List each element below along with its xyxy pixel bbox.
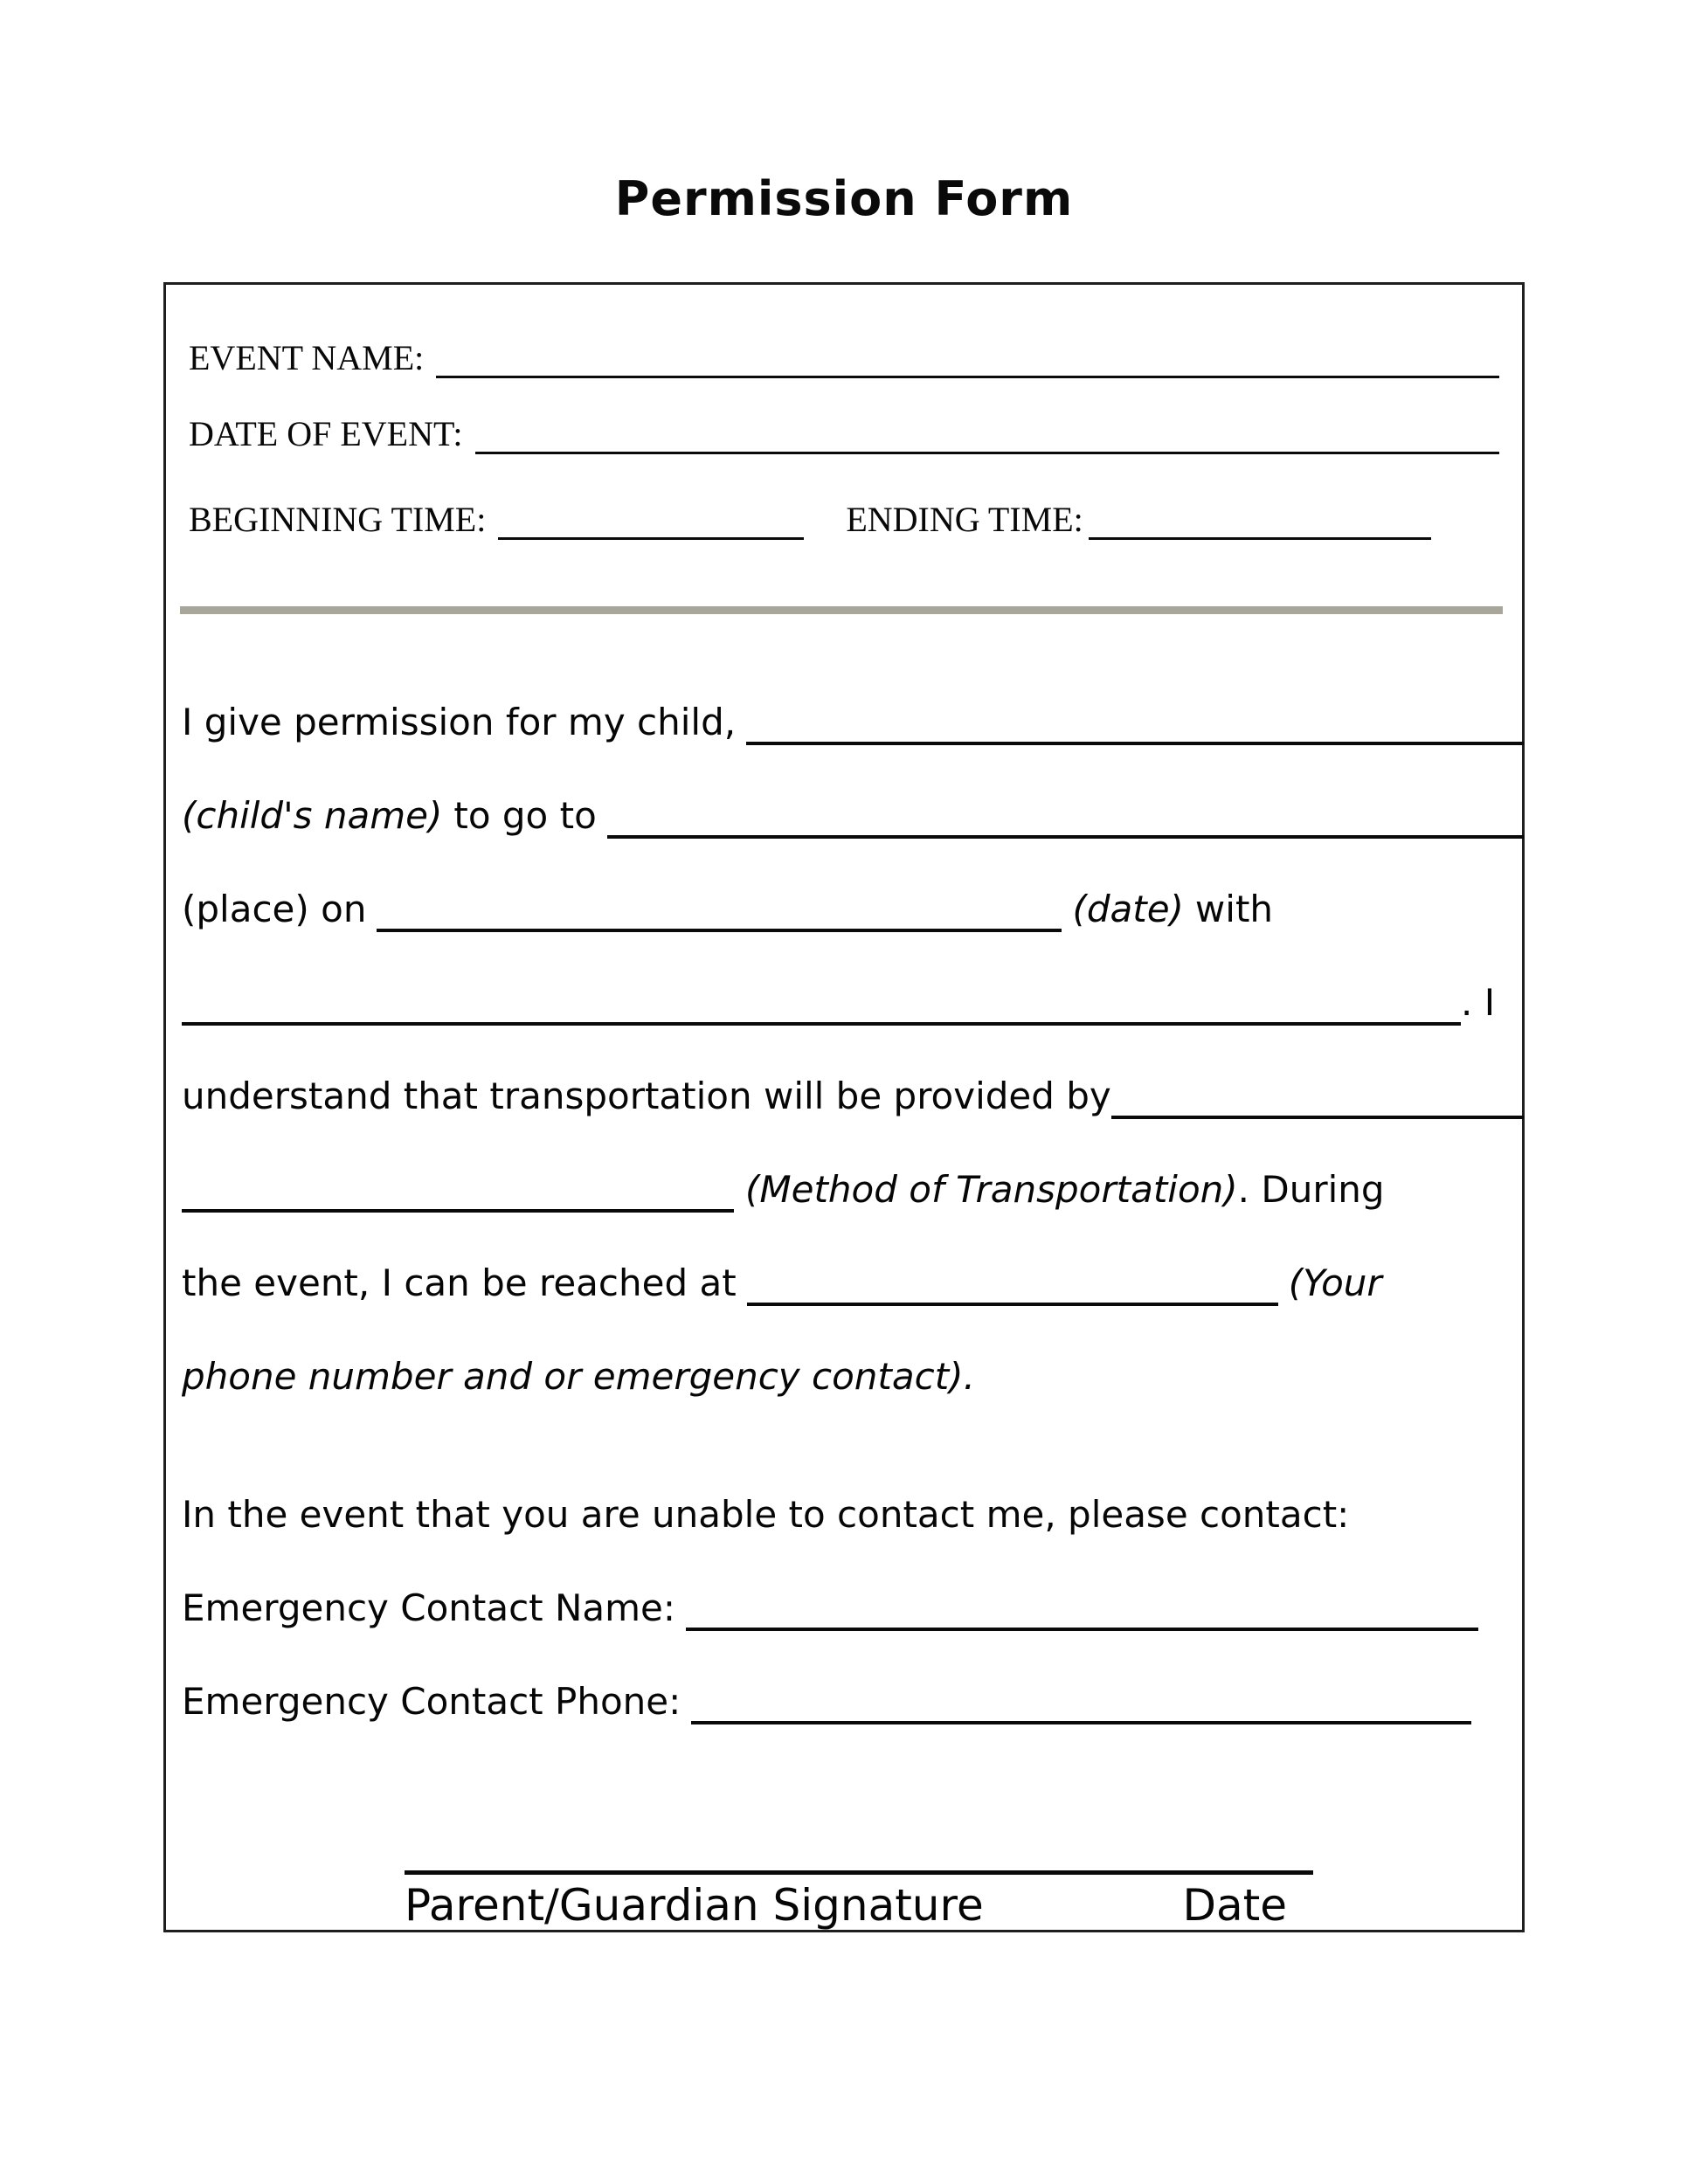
signature-block [405,1870,1313,1931]
signature-date-label: Date [1182,1880,1287,1931]
emergency-intro-line [182,1468,1524,1561]
date-of-event-blank[interactable] [475,444,1499,454]
transportation-blank-1[interactable] [1111,1109,1524,1119]
child-name-blank[interactable] [746,735,1524,745]
form-box [163,282,1525,1932]
line7-text: the event, I can be reached at [182,1261,737,1304]
section-divider [180,606,1503,614]
beginning-time-label: BEGINNING TIME: [189,500,487,539]
emergency-phone-label: Emergency Contact Phone: [182,1680,681,1723]
date-of-event-row [166,413,1522,454]
paragraph-line-7 [182,1236,1524,1330]
paragraph-line-2 [182,769,1524,862]
line1-text: I give permission for my child, [182,701,737,743]
event-name-row [166,337,1522,378]
date-of-event-label: DATE OF EVENT: [189,414,463,453]
signature-labels [405,1880,1313,1931]
signature-label: Parent/Guardian Signature [405,1880,984,1931]
ending-time-label: ENDING TIME: [846,500,1083,539]
line5-text: understand that transportation will be provided by [182,1075,1111,1117]
page-title: Permission Form [614,171,1074,226]
line4-text: . I [1461,981,1496,1024]
method-hint: (Method of Transportation) [745,1168,1238,1211]
paragraph-line-3 [182,862,1524,956]
signature-blank[interactable] [405,1870,1313,1875]
line6-text: . During [1237,1168,1385,1211]
line3-text-2: with [1194,888,1274,930]
paragraph-line-4 [182,956,1524,1049]
place-blank[interactable] [607,828,1524,839]
emergency-name-blank[interactable] [686,1621,1478,1631]
emergency-intro-text: In the event that you are unable to contact me, please contact: [182,1493,1350,1536]
event-name-blank[interactable] [436,368,1499,378]
emergency-name-row [182,1561,1524,1655]
chaperone-blank[interactable] [182,1015,1461,1026]
permission-paragraph [182,675,1524,1748]
your-phone-hint-2: phone number and or emergency contact). [182,1355,975,1398]
phone-blank[interactable] [747,1296,1278,1306]
emergency-phone-blank[interactable] [691,1714,1471,1724]
your-phone-hint-1: (Your [1288,1261,1382,1304]
paragraph-line-5 [182,1049,1524,1143]
date-blank[interactable] [377,922,1062,932]
times-row [166,499,1522,540]
beginning-time-blank[interactable] [498,529,804,540]
line3-text: (place) on [182,888,367,930]
paragraph-line-8 [182,1330,1524,1423]
transportation-blank-2[interactable] [182,1202,734,1213]
event-name-label: EVENT NAME: [189,338,425,377]
paragraph-line-6 [182,1143,1524,1236]
ending-time-blank[interactable] [1089,529,1431,540]
emergency-name-label: Emergency Contact Name: [182,1586,676,1629]
emergency-phone-row [182,1655,1524,1748]
paragraph-line-1 [182,675,1524,769]
child-name-hint: (child's name) [182,794,443,837]
date-hint: (date) [1072,888,1184,930]
line2-text: to go to [453,794,597,837]
